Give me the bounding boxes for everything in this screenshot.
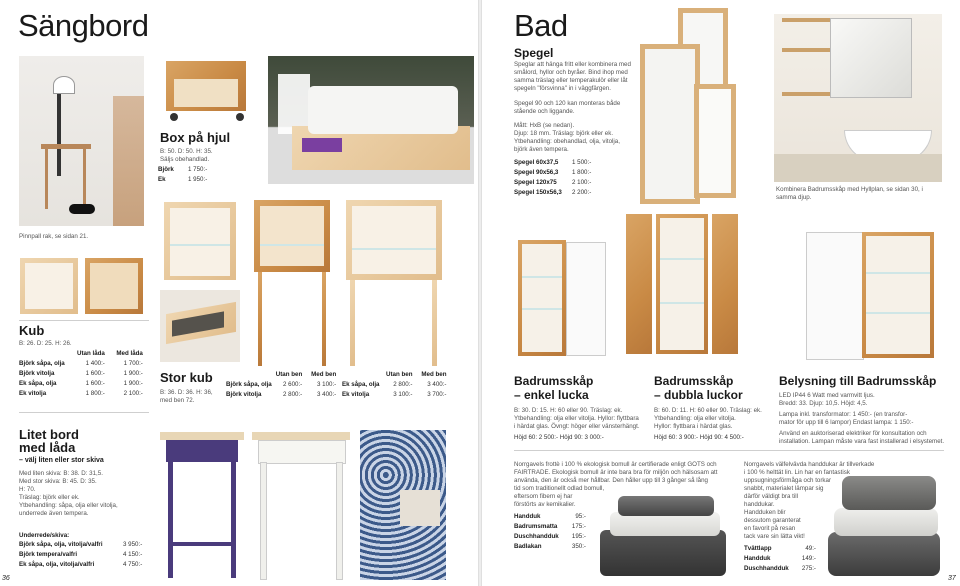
spegel-title: Spegel — [514, 46, 554, 60]
litet-bord-price-table — [19, 540, 146, 570]
cell: 3 400:- — [427, 381, 447, 388]
row-name: Ek vitolja — [19, 390, 47, 397]
price-value: 195:- — [571, 533, 586, 540]
table-row — [19, 389, 147, 399]
table-header — [342, 370, 450, 380]
table-row — [342, 390, 450, 400]
desc-line: därför väldigt bra till — [744, 493, 798, 500]
desc-line: i härdat glas. Övngt: höger eller vänsterhängt. — [514, 423, 640, 430]
price-value: 4 150:- — [123, 551, 143, 558]
cell: 3 100:- — [393, 391, 413, 398]
kombinera-caption: Kombinera Badrumsskåp med Hyllplan, se sidan 30, i samma djup. — [776, 186, 923, 201]
stor-kub-birch-table — [226, 370, 340, 400]
desc-line: FAIRTRADE. Ekologisk bomull är inte bara bra för miljön och hälsosam att — [514, 469, 718, 476]
desc-line: tack vare sin lätta vikt! — [744, 533, 805, 540]
price-name: Spegel 90x56,3 — [514, 169, 559, 176]
frotte-towels-photo — [590, 490, 730, 580]
row-name: Ek såpa, olja — [19, 380, 57, 387]
desc-line: mator för upp till 6 lampor) Endast lampa: 1 150:- — [779, 419, 914, 426]
desc-line: H: 70. — [19, 486, 36, 493]
desc-line: Träslag: björk eller ek. — [19, 494, 80, 501]
col-header: Med ben — [311, 371, 337, 378]
col-header: Med ben — [421, 371, 447, 378]
price-value: 1 950:- — [188, 176, 208, 183]
frotte-price-table — [514, 512, 590, 552]
desc-line: Bredd: 33. Djup: 10,5. Höjd: 4,5. — [779, 400, 868, 407]
cell: 3 700:- — [427, 391, 447, 398]
table-header — [226, 370, 340, 380]
row-name: Ek vitolja — [342, 391, 370, 398]
box-price-table — [158, 165, 211, 185]
cell: 1 900:- — [123, 380, 143, 387]
stor-kub-oak-table — [342, 370, 450, 400]
price-value: 2 200:- — [572, 189, 592, 196]
desc-line: Använd en auktoriserad elektriker för konsultation och — [779, 430, 927, 437]
enkel-desc — [514, 407, 640, 431]
price-value: 49:- — [805, 545, 816, 552]
price-value: 95:- — [575, 513, 586, 520]
price-name: Duschhandduk — [744, 565, 789, 572]
price-value: 3 950:- — [123, 541, 143, 548]
desc-line: förstörts av kemikalier. — [514, 501, 576, 508]
box-note: Säljs obehandlad. — [160, 156, 210, 163]
desc-line: B: 30. D: 15. H: 60 eller 90. Träslag: ek. — [514, 407, 623, 414]
stor-kub-dims-legs: med ben 72. — [160, 397, 195, 404]
cube-shelf-photo — [160, 200, 240, 282]
desc-line: Handduken blir — [744, 509, 786, 516]
spec-line: Djup: 18 mm. Träslag: björk eller ek. — [514, 130, 614, 137]
price-value: 1 800:- — [572, 169, 592, 176]
tall-white-cube-photo — [342, 200, 446, 366]
desc-line: Ytbehandling: olja eller vitolja. — [654, 415, 736, 422]
title-line: – enkel lucka — [514, 388, 589, 402]
cell: 2 600:- — [282, 381, 303, 388]
cell: 2 100:- — [123, 390, 143, 397]
title-line: Badrumsskåp — [514, 374, 594, 388]
desc-line: i 100 % helttät lin. Lin har en fantastisk — [744, 469, 850, 476]
price-row — [744, 554, 820, 564]
desc-line: underrede även tempera. — [19, 510, 89, 517]
blue-pattern-photo — [360, 430, 446, 580]
spegel-price-table — [514, 158, 595, 198]
spegel-spec — [514, 122, 620, 154]
underrede-label: Underrede/skiva: — [19, 532, 70, 539]
cell: 1 900:- — [123, 370, 143, 377]
title-line: Badrumsskåp — [654, 374, 734, 388]
belysning-title: Belysning till Badrumsskåp — [779, 374, 937, 388]
box-dims: B: 50. D: 50. H: 35. — [160, 148, 213, 155]
row-name: Ek såpa, olja — [342, 381, 380, 388]
mirrors-photo — [640, 8, 752, 206]
cell: 3 100:- — [316, 381, 337, 388]
page-number: 36 — [2, 575, 10, 582]
price-name: Duschhandduk — [514, 533, 559, 540]
price-value: 4 750:- — [123, 561, 143, 568]
kub-price-table — [19, 349, 147, 399]
price-value: 350:- — [571, 543, 586, 550]
cell: 2 800:- — [393, 381, 413, 388]
table-row — [226, 380, 340, 390]
page-title: Sängbord — [18, 8, 149, 43]
cell: 3 400:- — [316, 391, 337, 398]
price-row — [744, 564, 820, 574]
price-row — [19, 560, 146, 570]
price-name: Handduk — [514, 513, 541, 520]
price-row — [514, 542, 590, 552]
cell: 1 600:- — [85, 380, 105, 387]
table-row — [226, 390, 340, 400]
stor-kub-title: Stor kub — [160, 370, 213, 385]
kub-oak-photo — [85, 256, 143, 316]
price-row — [514, 158, 595, 168]
kub-title: Kub — [19, 323, 45, 338]
dubbla-desc — [654, 407, 762, 431]
belysning-desc — [779, 392, 944, 446]
bed-photo — [268, 56, 474, 184]
row-name: Björk vitolja — [19, 370, 55, 377]
desc-line: Med stor skiva: B: 45. D: 35. — [19, 478, 97, 485]
kub-birch-photo — [20, 256, 78, 316]
cell: 2 800:- — [282, 391, 303, 398]
desc-line: snabbt, materialet lämpar sig — [744, 485, 824, 492]
spec-line: Mått: HxB (se nedan). — [514, 122, 575, 129]
price-name: Spegel 120x75 — [514, 179, 557, 186]
litet-bord-subtitle: – välj liten eller stor skiva — [19, 457, 104, 464]
kub-dims: B: 26. D: 25. H: 26. — [19, 340, 72, 347]
bathroom-photo — [774, 14, 942, 182]
spec-line: björk även tempera. — [514, 146, 569, 153]
dubbla-price: Höjd 60: 3 900:- Höjd 90: 4 500:- — [654, 434, 744, 441]
desc-line: eftersom fibern ej har — [514, 493, 573, 500]
col-header: Med låda — [116, 350, 143, 357]
cell: 1 400:- — [85, 360, 105, 367]
enkel-price: Höjd 60: 2 500:- Höjd 90: 3 000:- — [514, 434, 604, 441]
desc-line: en favorit på resan — [744, 525, 796, 532]
linen-towels-photo — [820, 462, 944, 580]
col-header: Utan ben — [386, 371, 413, 378]
tall-cube-photo — [250, 200, 334, 368]
spec-line: Ytbehandling: obehandlad, olja, vitolja, — [514, 138, 620, 145]
table-row — [19, 379, 147, 389]
desc-line: uppsugningsförmåga och torkar — [744, 477, 832, 484]
litet-bord-title: Litet bord — [19, 427, 79, 442]
row-name: Björk såpa, olja — [19, 360, 65, 367]
price-value: 1 500:- — [572, 159, 592, 166]
price-row — [514, 512, 590, 522]
page-number: 37 — [948, 575, 956, 582]
desc-line: Ytbehandling: såpa, olja eller vitolja, — [19, 502, 118, 509]
purple-table-photo — [158, 430, 246, 580]
spegel-mounting: Spegel 90 och 120 kan monteras både stående och liggande. — [514, 100, 621, 115]
price-row — [514, 168, 595, 178]
price-name: Björk — [158, 166, 174, 173]
price-name: Björk tempera/valfri — [19, 551, 78, 558]
col-header: Utan låda — [77, 350, 105, 357]
table-row — [19, 369, 147, 379]
desc-line: Hyllor: flyttbara i härdat glas. — [654, 423, 733, 430]
price-row — [514, 522, 590, 532]
double-cabinet-photo — [620, 206, 744, 362]
price-name: Tvättlapp — [744, 545, 772, 552]
price-row — [744, 544, 820, 554]
box-on-wheels-photo — [158, 53, 258, 123]
price-value: 2 100:- — [572, 179, 592, 186]
desc-line: installation. Lampan måste vara fast installerad i elsystemet. — [779, 438, 945, 445]
desc-line: Norrgavels frottè i 100 % ekologisk bomull är certifierade enligt GOTS och — [514, 461, 717, 468]
litet-bord-title2: med låda — [19, 440, 76, 455]
bedside-photo — [19, 56, 144, 226]
desc-line: LED IP44 6 Watt med varmvitt ljus. — [779, 392, 875, 399]
price-name: Badrumsmatta — [514, 523, 558, 530]
cell: 1 700:- — [123, 360, 143, 367]
page-title: Bad — [514, 8, 568, 43]
desc-line: Med liten skiva: B: 38. D: 31,5. — [19, 470, 103, 477]
desc-line: Norrgavels välfelvävda handdukar är tillverkade — [744, 461, 875, 468]
price-value: 175:- — [571, 523, 586, 530]
single-cabinet-photo — [514, 236, 608, 361]
enkel-title — [514, 374, 593, 402]
desc-line: B: 60. D: 11. H: 60 eller 90. Träslag: ek. — [654, 407, 762, 414]
desc-line: dessutom garanterat — [744, 517, 801, 524]
price-name: Handduk — [744, 555, 771, 562]
drawer-photo — [160, 290, 240, 362]
desc-line: använda, den är också mer hållbar. Den håller upp till 3 gånger så lång — [514, 477, 708, 484]
price-row — [514, 178, 595, 188]
price-row — [158, 175, 211, 185]
price-name: Badlakan — [514, 543, 542, 550]
desc-line: tid som traditionellt odlad bomull, — [514, 485, 605, 492]
price-name: Ek såpa, olja, vitolja/valfri — [19, 561, 95, 568]
spegel-intro: Speglar att hänga fritt eller kombinera med smålord, hyllor och byråer. Bind ihop med samma träslag eller temperakulör eller låt spegeln "försvinna" in i väggfärgen. — [514, 61, 631, 92]
price-value: 149:- — [801, 555, 816, 562]
linen-price-table — [744, 544, 820, 574]
price-row — [19, 540, 146, 550]
pinnpall-caption: Pinnpall rak, se sidan 21. — [19, 233, 89, 240]
price-row — [158, 165, 211, 175]
table-row — [19, 359, 147, 369]
table-header — [19, 349, 147, 359]
litet-bord-desc — [19, 470, 118, 518]
row-name: Björk såpa, olja — [226, 381, 272, 388]
price-value: 275:- — [801, 565, 816, 572]
price-name: Björk såpa, olja, vitolja/valfri — [19, 541, 103, 548]
white-table-photo — [250, 430, 352, 580]
price-row — [514, 188, 595, 198]
price-value: 1 750:- — [188, 166, 208, 173]
price-row — [19, 550, 146, 560]
cell: 1 800:- — [85, 390, 105, 397]
price-name: Ek — [158, 176, 166, 183]
box-title: Box på hjul — [160, 130, 231, 145]
stor-kub-dims: B: 36. D: 36. H: 36, — [160, 389, 213, 396]
desc-line: Lampa inkl. transformator: 1 450:- (en transfor- — [779, 411, 908, 418]
right-page — [482, 0, 960, 586]
price-name: Spegel 150x56,3 — [514, 189, 562, 196]
cabinet-with-light-photo — [802, 228, 942, 362]
price-row — [514, 532, 590, 542]
dubbla-title — [654, 374, 743, 402]
cell: 1 600:- — [85, 370, 105, 377]
left-page — [0, 0, 478, 586]
title-line: – dubbla luckor — [654, 388, 743, 402]
desc-line: Ytbehandling: olja eller vitolja. Hyllor: flyttbara — [514, 415, 639, 422]
table-row — [342, 380, 450, 390]
price-name: Spegel 60x37,5 — [514, 159, 559, 166]
col-header: Utan ben — [275, 371, 303, 378]
desc-line: handdukar. — [744, 501, 775, 508]
row-name: Björk vitolja — [226, 391, 262, 398]
